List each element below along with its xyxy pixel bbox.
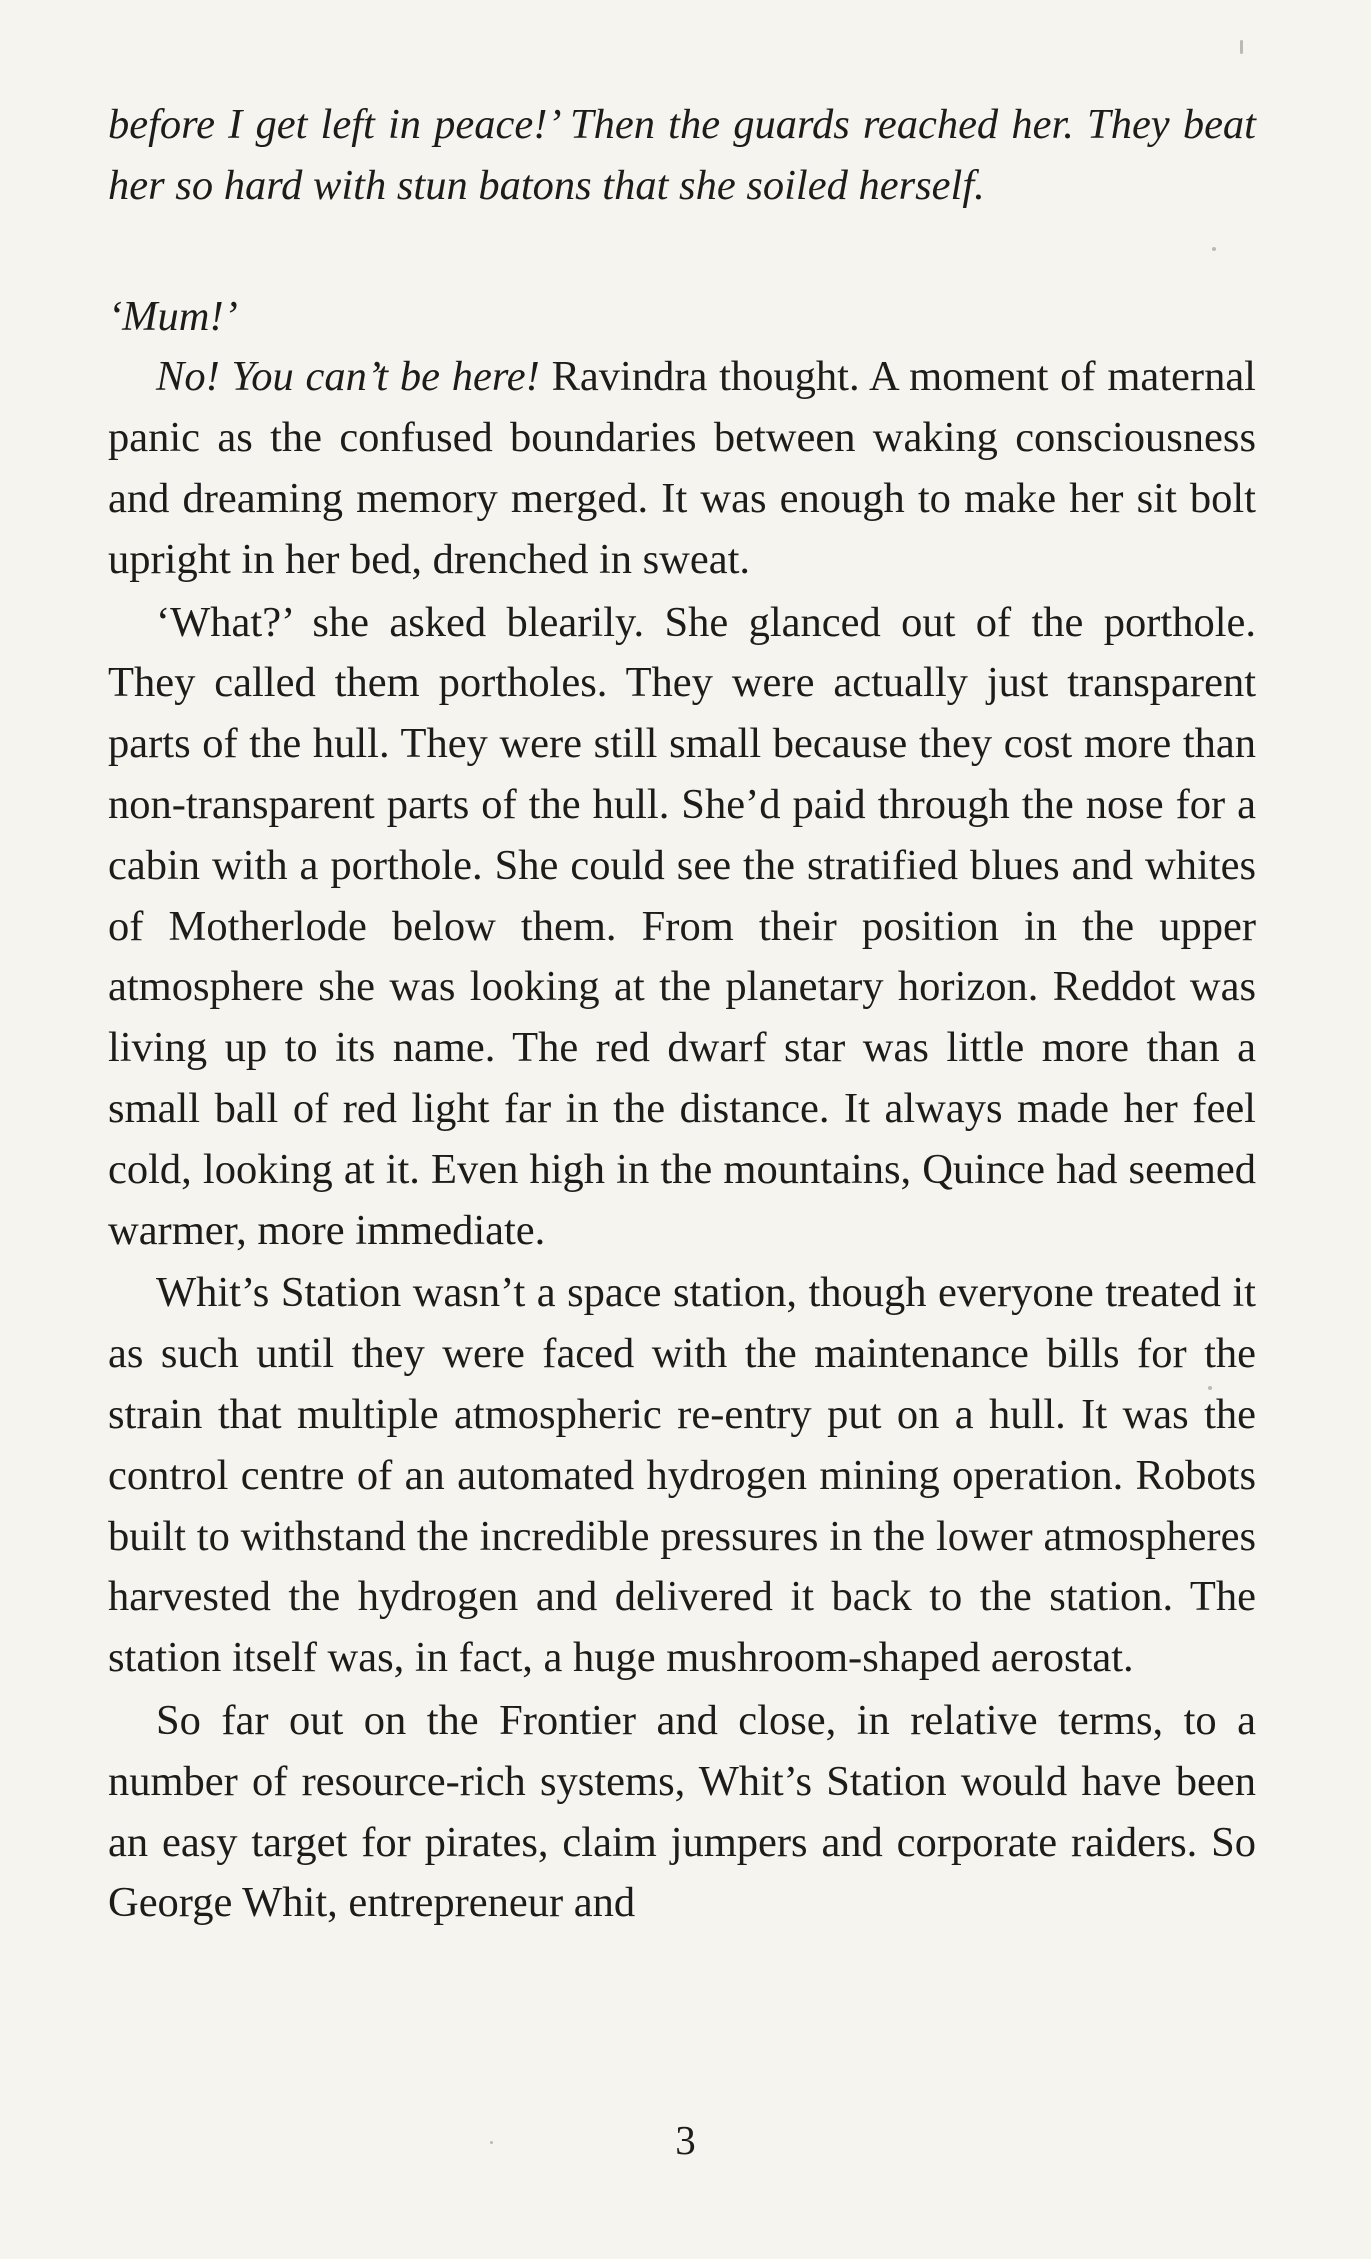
paragraph-ravindra-wakes <box>108 347 1256 590</box>
paper-speck <box>490 2141 493 2144</box>
page-number: 3 <box>675 2117 696 2163</box>
paper-speck <box>1208 1386 1212 1390</box>
paragraph-text: Ravindra thought. A moment of maternal panic as the confused boundaries between waking consciousness and dreaming memory merged. It was enough to make her sit bolt upright in her bed, drenched in sweat. <box>108 353 1256 583</box>
paragraph-whits-station: Whit’s Station wasn’t a space station, though everyone treated it as such until they were faced with the maintenance bills for the strain that multiple atmospheric re-entry put on a hull. It was the control centre of an automated hydrogen mining operation. Robots built to withstand the incredible pressures in the lower atmospheres harvested the hydrogen and delivered it back to the station. The station itself was, in fact, a huge mushroom-shaped aerostat. <box>108 1269 1256 1682</box>
paragraph-porthole: ‘What?’ she asked blearily. She glanced out of the porthole. They called them portholes. They were actually just transparent parts of the hull. They were still small because they cost more than non-transparent parts of the hull. She’d paid through the nose for a cabin with a porthole. She could see the stratified blues and whites of Motherlode below them. From their position in the upper atmosphere she was looking at the planetary horizon. Reddot was living up to its name. The red dwarf star was little more than a small ball of red light far in the distance. It always made her feel cold, looking at it. Even high in the mountains, Quince had seemed warmer, more immediate. <box>108 598 1256 1254</box>
dialogue-line-mum: ‘Mum!’ <box>108 292 238 340</box>
paragraph-frontier: So far out on the Frontier and close, in relative terms, to a number of resource-rich systems, Whit’s Station would have been an easy target for pirates, claim jumpers and corporate raiders. So George Whit, entrepreneur and <box>108 1696 1256 1927</box>
italic-passage: before I get left in peace!’ Then the guards reached her. They beat her so hard with stun batons that she soiled herself. <box>108 101 1256 209</box>
book-page-text <box>108 95 1256 1934</box>
paper-speck <box>1240 40 1243 54</box>
paper-speck <box>1212 247 1216 251</box>
paragraph-italic-lead: No! You can’t be here! <box>156 353 540 401</box>
